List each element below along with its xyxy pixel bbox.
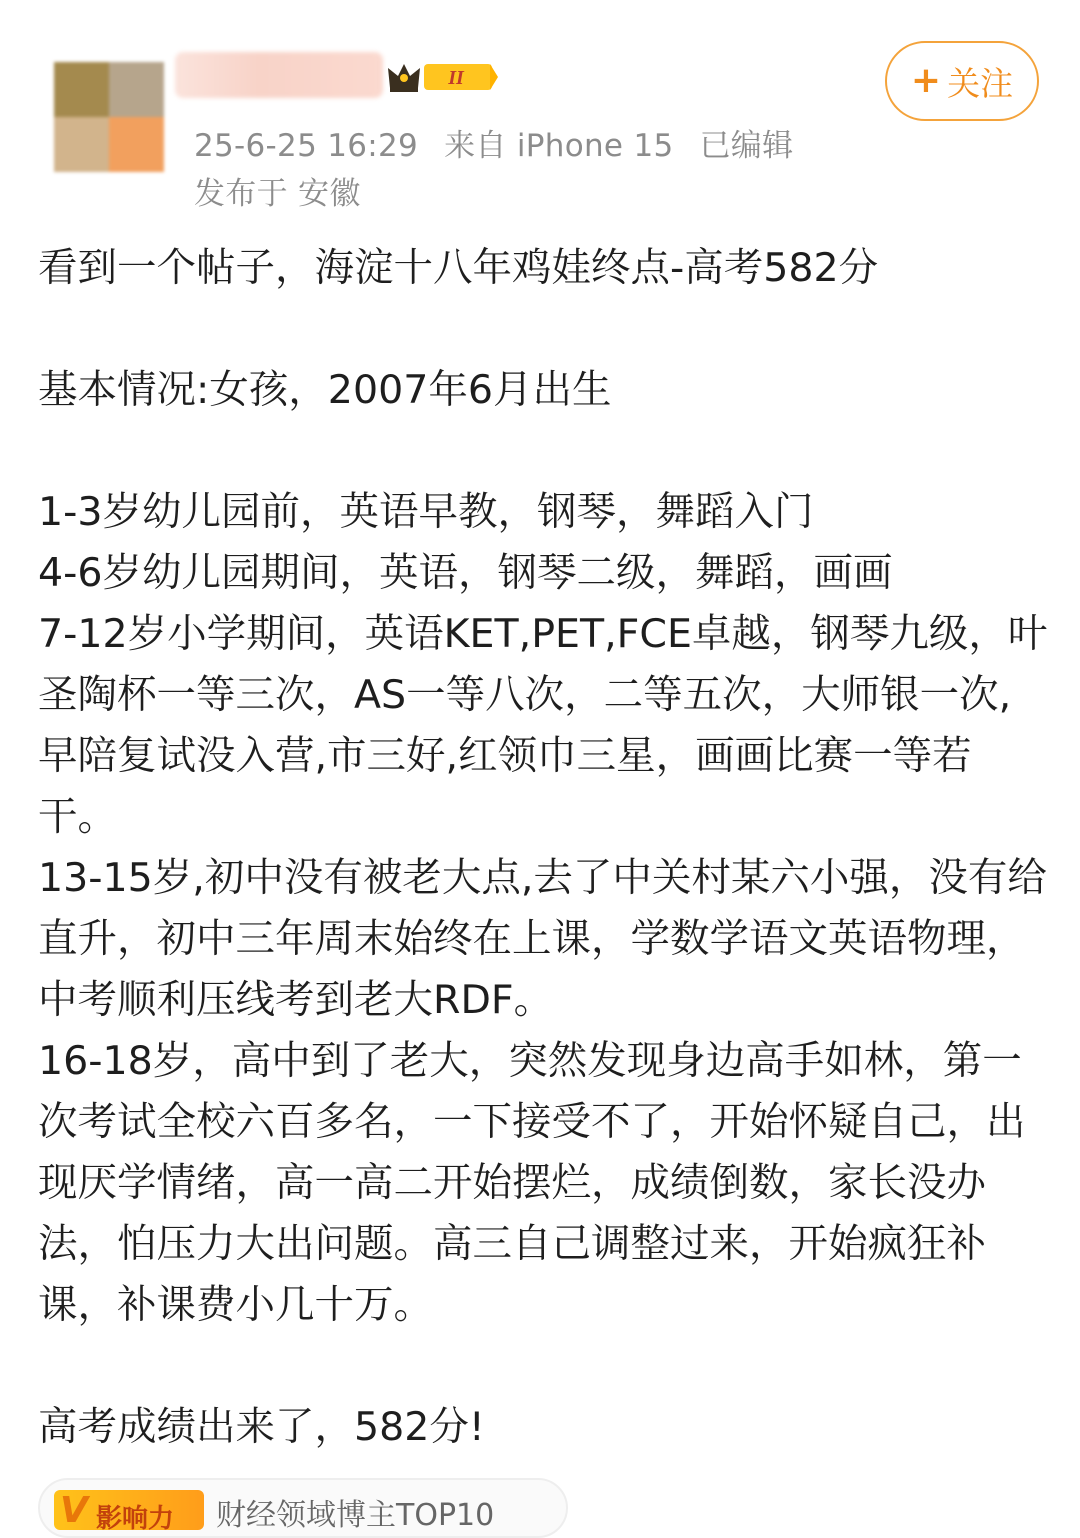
influence-badge[interactable] <box>38 1478 568 1538</box>
post-text-paragraph: 16-18岁，高中到了老大，突然发现身边高手如林，第一次考试全校六百多名，一下接受不了，开始怀疑自己，出现厌学情绪，高一高二开始摆烂，成绩倒数，家长没办法，怕压力大出问题。高三自己调整过来，开始疯狂补课，补课费小几十万。 <box>38 1038 1026 1328</box>
edited-label[interactable]: 已编辑 <box>699 128 794 164</box>
avatar-tile <box>109 117 164 172</box>
username-blurred[interactable] <box>175 52 383 98</box>
avatar-tile <box>109 62 164 117</box>
influence-v-icon: V <box>60 1490 88 1531</box>
avatar-tile <box>54 117 109 172</box>
post-body <box>38 238 1048 1458</box>
level-badge-text: II <box>448 67 464 89</box>
post-location: 发布于 安徽 <box>194 176 361 212</box>
post-meta <box>194 120 793 165</box>
influence-tag <box>54 1490 204 1534</box>
avatar-tile <box>54 62 109 117</box>
post-text-line: 高考成绩出来了，582分! <box>38 1404 485 1450</box>
post-text-line: 看到一个帖子，海淀十八年鸡娃终点-高考582分 <box>38 245 879 291</box>
follow-button[interactable] <box>885 41 1039 121</box>
follow-label: 关注 <box>947 63 1014 103</box>
post-timestamp: 25-6-25 16:29 <box>194 128 419 164</box>
post-text-line: 基本情况:女孩，2007年6月出生 <box>38 367 612 413</box>
post-text-paragraph: 7-12岁小学期间，英语KET,PET,FCE卓越，钢琴九级，叶圣陶杯一等三次，AS一等八次，二等五次，大师银一次,早陪复试没入营,市三好,红领巾三星，画画比赛一等若干。 <box>38 611 1048 840</box>
post-text-paragraph: 13-15岁,初中没有被老大点,去了中关村某六小强，没有给直升，初中三年周末始终在上课，学数学语文英语物理，中考顺利压线考到老大RDF。 <box>38 855 1047 1023</box>
post-text-line: 4-6岁幼儿园期间，英语，钢琴二级，舞蹈，画画 <box>38 550 893 596</box>
post-source: 来自 iPhone 15 <box>444 128 674 164</box>
influence-label: 影响力 <box>96 1504 175 1534</box>
influence-badge-text: 财经领域博主TOP10 <box>216 1498 495 1533</box>
plus-icon: + <box>910 60 942 101</box>
avatar[interactable] <box>54 62 164 172</box>
crown-level-icon[interactable] <box>386 58 498 96</box>
post-header <box>0 0 1080 215</box>
post-text-line: 1-3岁幼儿园前，英语早教，钢琴，舞蹈入门 <box>38 489 814 535</box>
